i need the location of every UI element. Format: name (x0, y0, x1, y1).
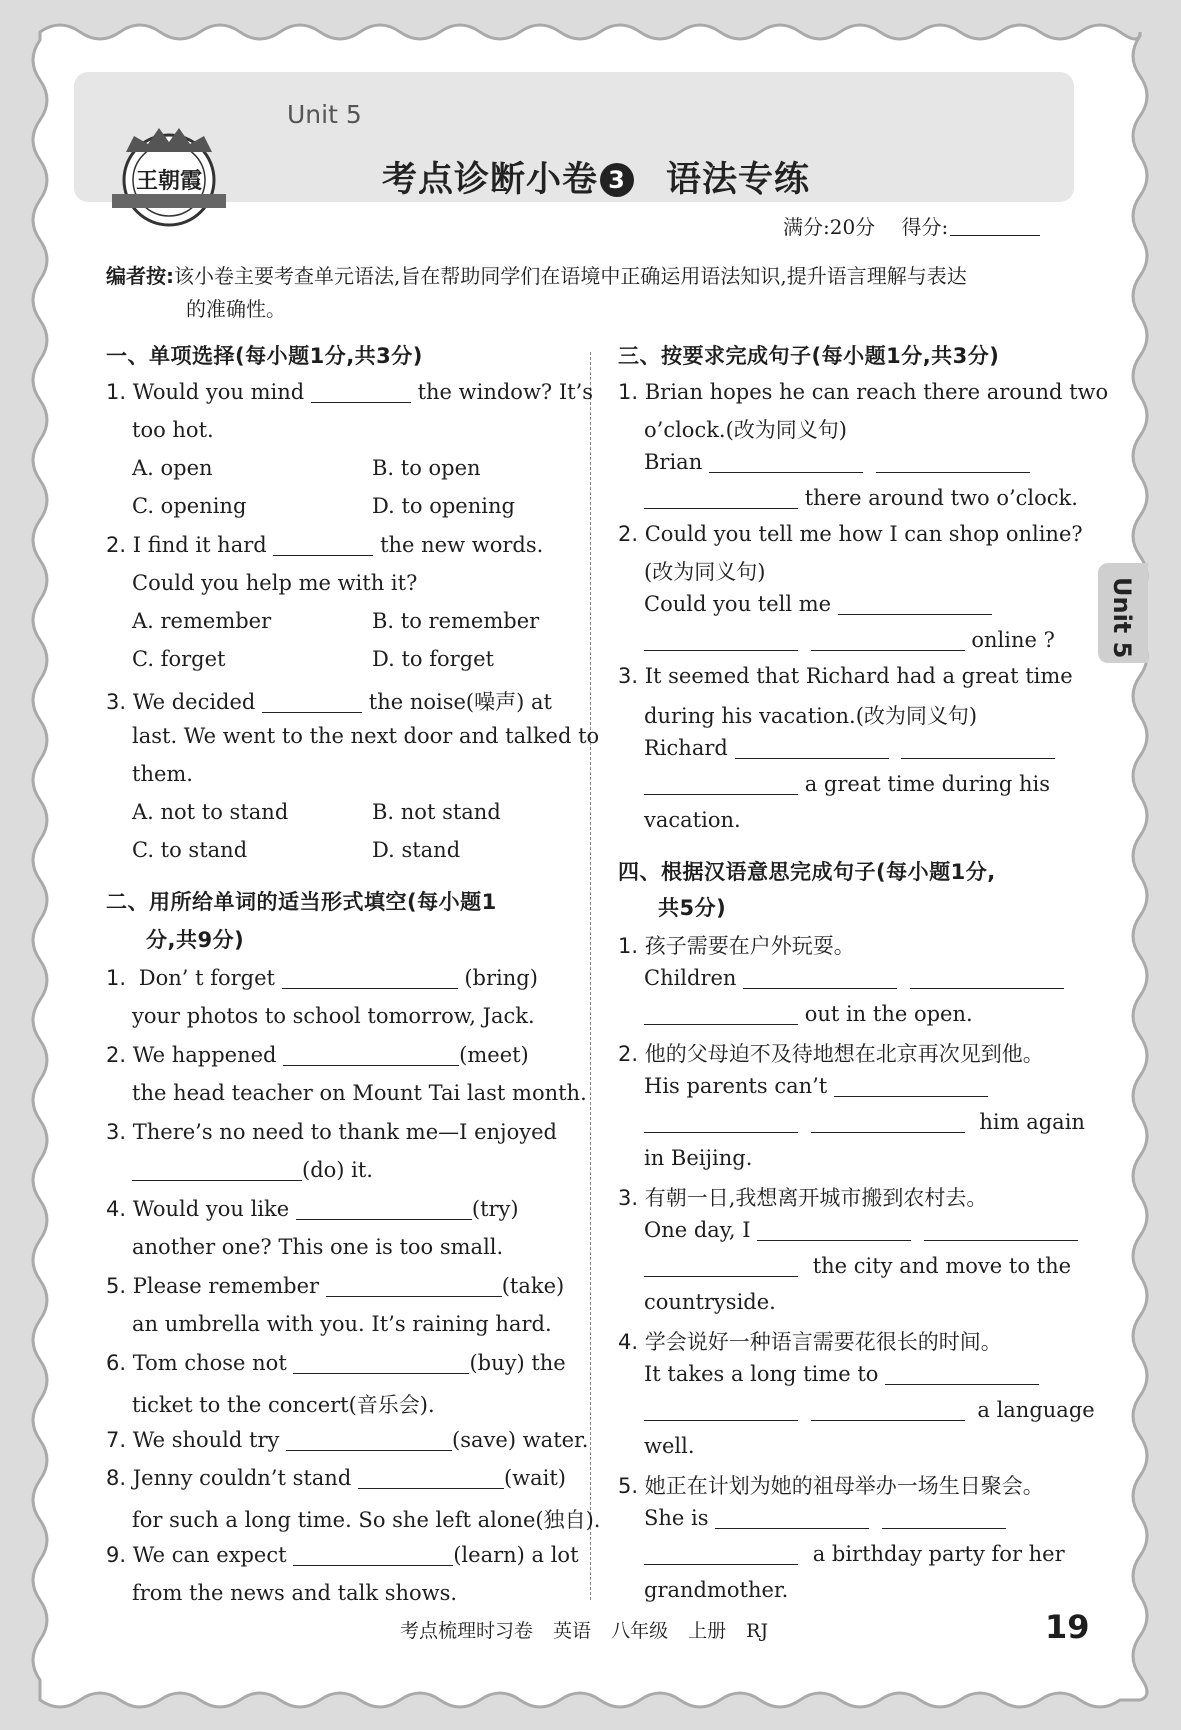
question-text: We should try (132, 1428, 280, 1452)
question-text: for such a long time. So she left alone(独自). (132, 1508, 601, 1532)
question-text: Brian (644, 450, 703, 474)
question-number: 3. (106, 1120, 127, 1144)
answer-blank[interactable] (296, 1197, 472, 1220)
section2-title-line2: 分,共9分) (146, 928, 245, 952)
question-number: 1. (106, 966, 127, 990)
question-text: Richard (644, 736, 728, 760)
question-text: We decided (132, 690, 256, 714)
option-a[interactable]: A. remember (132, 609, 272, 633)
footer-text: 考点梳理时习卷 英语 八年级 上册 RJ (400, 1620, 769, 1642)
option-b[interactable]: B. to open (372, 456, 481, 480)
answer-blank[interactable] (262, 690, 362, 713)
question-text: last. We went to the next door and talked to (132, 724, 600, 748)
question-number: 9. (106, 1543, 127, 1567)
answer-blank[interactable] (901, 736, 1055, 759)
s2-q5-line1 (106, 1274, 564, 1298)
question-text: (改为同义句) (644, 560, 766, 584)
page-number: 19 (1045, 1608, 1090, 1646)
question-text: There’s no need to thank me—I enjoyed (132, 1120, 557, 1144)
answer-blank[interactable] (735, 736, 889, 759)
question-number: 3. (618, 664, 639, 688)
answer-blank[interactable] (743, 966, 897, 989)
answer-blank[interactable] (757, 1218, 911, 1241)
s3-q3-line1 (618, 664, 1073, 688)
question-text: It takes a long time to (644, 1362, 879, 1386)
question-text: She is (644, 1506, 709, 1530)
question-number: 1. (618, 934, 639, 958)
s3-q2-line1 (618, 522, 1083, 546)
question-text: We happened (132, 1043, 277, 1067)
s2-q6-line1 (106, 1351, 566, 1375)
answer-blank[interactable] (358, 1466, 504, 1489)
s4-q3-line1 (618, 1182, 987, 1212)
answer-blank[interactable] (286, 1428, 452, 1451)
s2-q7-line1 (106, 1428, 588, 1452)
s4-q2-line3 (644, 1110, 1085, 1134)
question-text: the new words. (380, 533, 544, 557)
answer-blank[interactable] (811, 628, 965, 651)
s4-q2-line2 (644, 1074, 988, 1098)
score-label: 得分: (901, 215, 949, 239)
publisher-logo (104, 118, 234, 228)
answer-blank[interactable] (811, 1110, 965, 1133)
question-text: a language (977, 1398, 1095, 1422)
s4-q4-line3 (644, 1398, 1095, 1422)
question-text: Could you tell me (644, 592, 832, 616)
question-text: him again (979, 1110, 1085, 1134)
question-text: a birthday party for her (812, 1542, 1065, 1566)
question-text: online ? (971, 628, 1055, 652)
s3-q1-line3 (644, 450, 1030, 474)
title-sub: 语法专练 (666, 160, 811, 200)
question-text: Please remember (132, 1274, 320, 1298)
page-title (382, 152, 810, 202)
question-text: Would you mind (132, 380, 305, 404)
section4-title-line2: 共5分) (658, 896, 727, 920)
question-text: another one? This one is too small. (132, 1235, 504, 1259)
question-number: 6. (106, 1351, 127, 1375)
s4-q5-line3 (644, 1542, 1065, 1566)
question-text: Would you like (132, 1197, 290, 1221)
s3-q1-line4 (644, 486, 1078, 510)
s4-q5-line2 (644, 1506, 1006, 1530)
question-text: during his vacation.(改为同义句) (644, 704, 978, 728)
option-d[interactable]: D. to opening (372, 494, 515, 518)
option-d[interactable]: D. stand (372, 838, 461, 862)
question-number: 2. (106, 533, 127, 557)
question-number: 1. (618, 380, 639, 404)
word-hint: (save) water. (452, 1428, 589, 1452)
chinese-prompt: 他的父母迫不及待地想在北京再次见到他。 (644, 1042, 1044, 1066)
s4-q1-line2 (644, 966, 1064, 990)
question-text: Children (644, 966, 737, 990)
s4-q2-line1 (618, 1038, 1044, 1068)
s4-q3-line2 (644, 1218, 1078, 1242)
question-number: 2. (618, 522, 639, 546)
question-number: 2. (618, 1042, 639, 1066)
word-hint: (take) (501, 1274, 565, 1298)
answer-blank[interactable] (885, 1362, 1039, 1385)
unit-label: Unit 5 (287, 100, 362, 129)
answer-blank[interactable] (924, 1218, 1078, 1241)
question-text: the window? It’s (417, 380, 594, 404)
question-number: 2. (106, 1043, 127, 1067)
question-text: Brian hopes he can reach there around two (644, 380, 1109, 404)
s3-q3-line3 (644, 736, 1055, 760)
option-d[interactable]: D. to forget (372, 647, 494, 671)
answer-blank[interactable] (644, 1542, 798, 1565)
option-a[interactable]: A. not to stand (132, 800, 289, 824)
question-text: ticket to the concert(音乐会). (132, 1393, 435, 1417)
s3-q1-line1 (618, 380, 1108, 404)
title-number-badge: 3 (600, 163, 634, 197)
answer-blank[interactable] (834, 1074, 988, 1097)
editor-note-line2: 的准确性。 (186, 297, 286, 321)
question-text: the head teacher on Mount Tai last month. (132, 1081, 587, 1105)
question-text: We can expect (132, 1543, 287, 1567)
question-text: Could you help me with it? (132, 571, 418, 595)
option-a[interactable]: A. open (132, 456, 213, 480)
answer-blank[interactable] (644, 1002, 798, 1025)
answer-blank[interactable] (132, 1158, 302, 1181)
chinese-prompt: 她正在计划为她的祖母举办一场生日聚会。 (644, 1474, 1044, 1498)
question-text: Jenny couldn’t stand (132, 1466, 352, 1490)
question-number: 4. (618, 1330, 639, 1354)
editor-note-line1: 该小卷主要考查单元语法,旨在帮助同学们在语境中正确运用语法知识,提升语言理解与表达 (174, 264, 967, 288)
s2-q3-line1 (106, 1120, 557, 1144)
s2-q8-line1 (106, 1466, 566, 1490)
s2-q2-line1 (106, 1043, 529, 1067)
score-line (783, 211, 1040, 240)
s4-q5-line1 (618, 1470, 1044, 1500)
side-unit-label: Unit 5 (1108, 577, 1136, 659)
option-c[interactable]: C. to stand (132, 838, 248, 862)
s4-q3-line3 (644, 1254, 1071, 1278)
answer-blank[interactable] (644, 486, 798, 509)
question-number: 5. (106, 1274, 127, 1298)
s3-q2-line4 (644, 628, 1055, 652)
question-text: Don’ t forget (138, 966, 275, 990)
answer-blank[interactable] (882, 1506, 1006, 1529)
s2-q3-line2 (132, 1158, 373, 1182)
question-text: there around two o’clock. (804, 486, 1078, 510)
question-number: 5. (618, 1474, 639, 1498)
s2-q1-line1 (106, 966, 538, 990)
answer-blank[interactable] (644, 1110, 798, 1133)
question-text: the noise(噪声) at (368, 690, 552, 714)
editor-note (106, 260, 1076, 326)
full-score: 满分:20分 (783, 215, 876, 239)
s1-q1-line1 (106, 380, 593, 404)
chinese-prompt: 有朝一日,我想离开城市搬到农村去。 (644, 1186, 988, 1210)
option-c[interactable]: C. forget (132, 647, 226, 671)
question-text: the city and move to the (812, 1254, 1072, 1278)
answer-blank[interactable] (838, 592, 992, 615)
chinese-prompt: 孩子需要在户外玩耍。 (644, 934, 855, 958)
answer-blank[interactable] (293, 1351, 469, 1374)
question-text: Could you tell me how I can shop online? (644, 522, 1083, 546)
chinese-prompt: 学会说好一种语言需要花很长的时间。 (644, 1330, 1002, 1354)
word-hint: (learn) a lot (453, 1543, 579, 1567)
s3-q3-line4 (644, 772, 1050, 796)
question-text: them. (132, 762, 193, 786)
question-text: too hot. (132, 418, 214, 442)
question-text: from the news and talk shows. (132, 1581, 458, 1605)
side-unit-tab (1098, 563, 1148, 663)
s4-q1-line3 (644, 1002, 973, 1026)
option-b[interactable]: B. not stand (372, 800, 501, 824)
question-text: vacation. (644, 808, 741, 832)
question-number: 7. (106, 1428, 127, 1452)
column-divider (590, 352, 591, 1600)
s2-q4-line1 (106, 1197, 519, 1221)
answer-blank[interactable] (910, 966, 1064, 989)
section3-title: 三、按要求完成句子(每小题1分,共3分) (618, 344, 1000, 368)
answer-blank[interactable] (644, 1254, 798, 1277)
answer-blank[interactable] (811, 1398, 965, 1421)
section2-title-line1: 二、用所给单词的适当形式填空(每小题1 (106, 890, 497, 914)
word-hint: (wait) (503, 1466, 567, 1490)
s4-q4-line2 (644, 1362, 1039, 1386)
question-text: It seemed that Richard had a great time (644, 664, 1073, 688)
answer-blank[interactable] (293, 1543, 453, 1566)
question-text: countryside. (644, 1290, 776, 1314)
question-text: well. (644, 1434, 695, 1458)
question-text: in Beijing. (644, 1146, 753, 1170)
question-text: an umbrella with you. It’s raining hard. (132, 1312, 552, 1336)
word-hint: (try) (471, 1197, 519, 1221)
s1-q2-line1 (106, 533, 543, 557)
answer-blank[interactable] (644, 772, 798, 795)
question-text: grandmother. (644, 1578, 789, 1602)
s4-q1-line1 (618, 930, 855, 960)
title-main: 考点诊断小卷 (382, 160, 599, 200)
score-blank[interactable] (950, 217, 1040, 236)
word-hint: (bring) (464, 966, 538, 990)
word-hint: (do) it. (302, 1158, 373, 1182)
word-hint: (meet) (459, 1043, 529, 1067)
question-text: o’clock.(改为同义句) (644, 418, 847, 442)
answer-blank[interactable] (282, 966, 458, 989)
answer-blank[interactable] (876, 450, 1030, 473)
question-text: I find it hard (132, 533, 267, 557)
question-text: your photos to school tomorrow, Jack. (132, 1004, 535, 1028)
question-number: 8. (106, 1466, 127, 1490)
question-text: a great time during his (804, 772, 1050, 796)
question-number: 4. (106, 1197, 127, 1221)
question-text: Tom chose not (132, 1351, 287, 1375)
question-number: 1. (106, 380, 127, 404)
s1-q3-line1 (106, 686, 552, 716)
answer-blank[interactable] (311, 380, 411, 403)
answer-blank[interactable] (709, 450, 863, 473)
answer-blank[interactable] (715, 1506, 869, 1529)
answer-blank[interactable] (644, 1398, 798, 1421)
s2-q9-line1 (106, 1543, 579, 1567)
question-text: out in the open. (804, 1002, 973, 1026)
question-text: One day, I (644, 1218, 751, 1242)
section4-title-line1: 四、根据汉语意思完成句子(每小题1分, (618, 860, 996, 884)
answer-blank[interactable] (644, 628, 798, 651)
question-number: 3. (618, 1186, 639, 1210)
s3-q2-line3 (644, 592, 992, 616)
s4-q4-line1 (618, 1326, 1002, 1356)
answer-blank[interactable] (326, 1274, 502, 1297)
logo-text: 王朝霞 (135, 168, 203, 194)
editor-note-label: 编者按: (106, 264, 174, 288)
question-number: 3. (106, 690, 127, 714)
answer-blank[interactable] (283, 1043, 459, 1066)
option-c[interactable]: C. opening (132, 494, 247, 518)
word-hint: (buy) the (469, 1351, 566, 1375)
option-b[interactable]: B. to remember (372, 609, 540, 633)
section1-title: 一、单项选择(每小题1分,共3分) (106, 344, 423, 368)
question-text: His parents can’t (644, 1074, 828, 1098)
answer-blank[interactable] (273, 533, 373, 556)
